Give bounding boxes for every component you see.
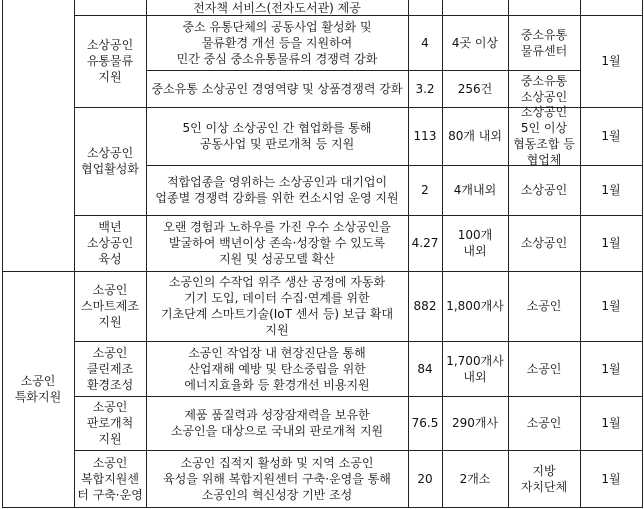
table-cell-recipient: 소상공인 (520, 183, 568, 197)
table-cell-name: 백년 소상공인 육성 (86, 220, 134, 266)
table-cell-name: 소상공인 유통물류 지원 (86, 38, 134, 84)
table-cell-budget: 4 (421, 35, 429, 50)
table-cell-desc: 소공인의 수작업 위주 생산 공정에 자동화 기기 도입, 데이터 수집·연계를 위한 기초단계 스마트기술(IoT 센서 등) 보급 확대 지원 (160, 275, 394, 337)
table-cell-desc: 중소 유통단체의 공동사업 활성화 및 물류환경 개선 등을 지원하여 민간 중심 중소유통물류의 경쟁력 강화 (176, 19, 378, 66)
table-cell-desc: 소공인 집적지 활성화 및 지역 소공인 육성을 위해 복합지원센터 구축·운영을 통해 소공인의 혁신성장 기반 조성 (163, 455, 391, 502)
table-cell-budget: 84 (417, 361, 433, 376)
table-cell-period: 1월 (601, 129, 621, 143)
table-cell-recipient: 소공인 (526, 416, 562, 430)
table-cell-recipient: 소공인 (526, 361, 562, 376)
table-cell-name: 소공인 판로개척 지원 (86, 400, 134, 446)
table-cell-period: 1월 (601, 183, 621, 197)
table-cell-recipient: 중소유통 소상공인 (520, 73, 568, 104)
table-cell-name: 소공인 복합지원센 터 구축·운영 (77, 455, 143, 502)
table-cell-target: 256건 (457, 81, 493, 96)
table-cell-desc: 중소유통 소상공인 경영역량 및 상품경쟁력 강화 (151, 81, 403, 96)
table-cell-budget: 882 (413, 299, 437, 313)
table-cell-recipient: 지방 자치단체 (520, 463, 568, 494)
table-cell-target: 290개사 (451, 416, 499, 430)
table-cell-desc: 제품 품질력과 성장잠재력을 보유한 소공인을 대상으로 국내외 판로개척 지원 (170, 408, 384, 438)
table-cell-recipient: 중소유통 물류센터 (520, 27, 568, 58)
table-cell-desc: 오랜 경험과 노하우를 가진 우수 소상공인을 발굴하여 백년이상 존속·성장할 수 있도록 지원 및 성공모델 확산 (163, 220, 391, 266)
table-cell-desc: 적합업종을 영위하는 소상공인과 대기업이 업종별 경쟁력 강화를 위한 컨소시엄 운영 지원 (155, 175, 399, 205)
table-cell-name: 소공인 스마트제조 지원 (81, 283, 139, 329)
table-cell-desc: 5인 이상 소상공인 간 협업화를 통해 공동사업 및 판로개척 등 지원 (182, 121, 372, 151)
table-cell-target: 80개 내외 (448, 129, 502, 143)
table-cell-budget: 113 (413, 129, 437, 143)
table-cell-budget: 3.2 (415, 81, 435, 96)
table-cell-desc: 전자책 서비스(전자도서관) 제공 (193, 0, 361, 15)
table-cell-budget: 4.27 (411, 236, 439, 250)
table-cell-period: 1월 (601, 471, 621, 486)
table-cell-name: 소공인 클린제조 환경조성 (86, 345, 134, 392)
table-cell-target: 4곳 이상 (451, 35, 499, 50)
table-cell-target: 100개 내외 (457, 228, 493, 258)
group-label: 소공인 특화지원 (14, 374, 62, 404)
table-cell-name: 소상공인 협업활성화 (81, 146, 139, 176)
table-cell-period: 1월 (601, 299, 621, 313)
table-cell-budget: 20 (417, 471, 433, 486)
table-cell-target: 1,800개사 (446, 299, 504, 313)
table-cell-period: 1월 (601, 236, 621, 250)
table-cell-desc: 소공인 작업장 내 현장진단을 통해 산업재해 예방 및 탄소중립을 위한 에너지효율화 등 환경개선 비용지원 (184, 345, 370, 392)
table-cell-period: 1월 (601, 54, 621, 68)
table-cell-period: 1월 (601, 361, 621, 376)
table-cell-recipient: 소공인 (526, 299, 562, 313)
table-cell-budget: 2 (421, 183, 429, 197)
table-cell-target: 1,700개사 내외 (446, 353, 504, 384)
table-cell-recipient: 소상공인 5인 이상 협동조합 등 협업체 (513, 105, 575, 167)
table-cell-target: 4개내외 (453, 183, 497, 197)
table-cell-budget: 76.5 (411, 416, 439, 430)
table-cell-target: 2개소 (459, 471, 491, 486)
table-cell-recipient: 소상공인 (520, 236, 568, 250)
table-cell-period: 1월 (601, 416, 621, 430)
